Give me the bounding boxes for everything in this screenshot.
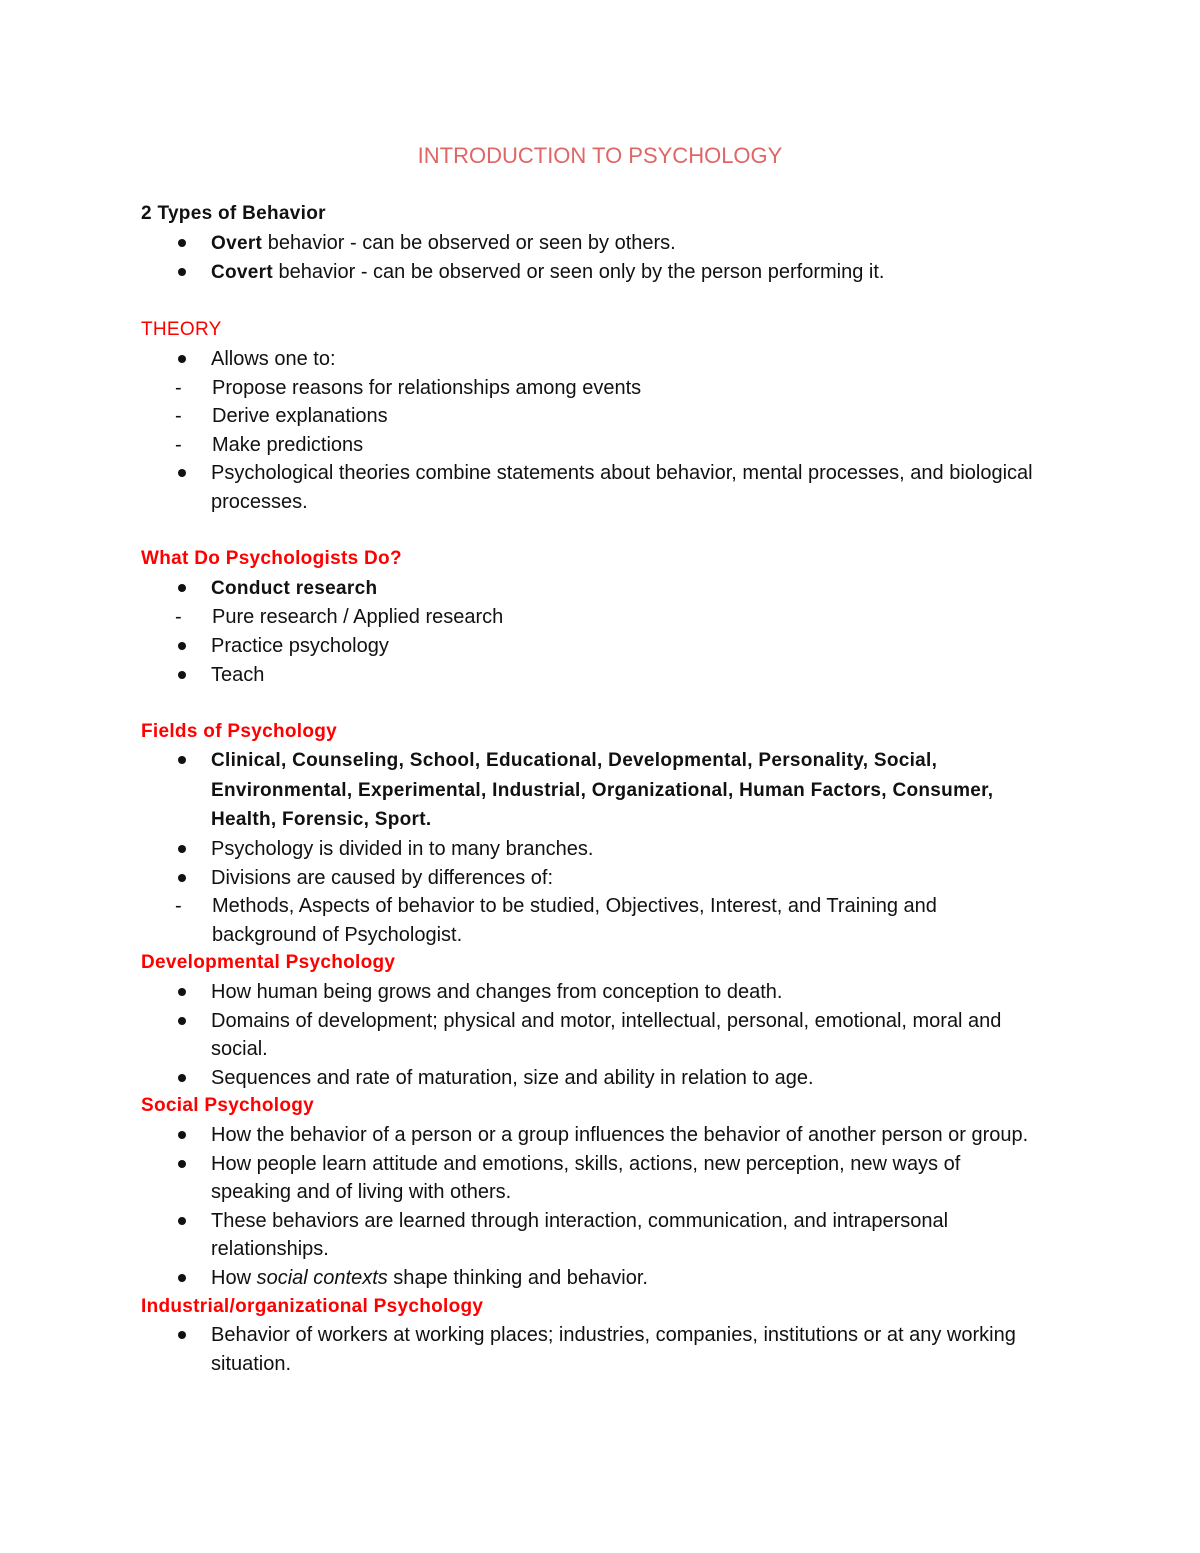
bullet-icon	[178, 584, 186, 592]
item-text: Psychology is divided in to many branches.	[211, 838, 594, 861]
bullet-icon	[178, 756, 186, 764]
what-do-list	[141, 574, 1041, 689]
sub-item: - Propose reasons for relationships among events	[141, 374, 1041, 403]
industrial-heading: Industrial/organizational Psychology	[141, 1295, 484, 1317]
bullet-icon	[178, 1331, 186, 1339]
list-item	[141, 1207, 1041, 1264]
list-item	[141, 864, 1041, 950]
bullet-icon	[178, 988, 186, 996]
item-text: Clinical, Counseling, School, Educational, Developmental, Personality, Social, Environmental, Experimental, Industrial, Organizational, Human Factors, Consumer, Health, Forensic, Sport.	[211, 750, 994, 831]
list-item	[141, 1121, 1041, 1150]
behavior-heading: 2 Types of Behavior	[141, 203, 326, 224]
bullet-icon	[178, 1131, 186, 1139]
item-text: Conduct research	[211, 577, 378, 599]
fields-sublist	[141, 892, 1041, 949]
behavior-list	[141, 229, 1041, 288]
bullet-icon	[178, 268, 186, 276]
definition: behavior - can be observed or seen by others.	[262, 231, 676, 254]
developmental-list	[141, 978, 1041, 1092]
sub-item: - Derive explanations	[141, 402, 1041, 431]
list-item	[141, 1007, 1041, 1064]
bullet-icon	[178, 469, 186, 477]
bullet-icon	[178, 874, 186, 882]
list-item	[141, 1150, 1041, 1207]
definition: behavior - can be observed or seen only by the person performing it.	[272, 261, 885, 284]
theory-list	[141, 345, 1041, 517]
item-text: Practice psychology	[211, 634, 389, 657]
bullet-icon	[178, 671, 186, 679]
bullet-icon	[178, 1074, 186, 1082]
bullet-icon	[178, 1217, 186, 1225]
dash-icon: -	[175, 433, 182, 456]
bullet-icon	[178, 845, 186, 853]
item-text: How people learn attitude and emotions, skills, actions, new perception, new ways of speaking and of living with others.	[211, 1152, 961, 1204]
item-text: How human being grows and changes from conception to death.	[211, 981, 783, 1004]
list-item	[141, 1321, 1041, 1378]
social-list	[141, 1121, 1041, 1293]
item-text: Behavior of workers at working places; industries, companies, institutions or at any working situation.	[211, 1324, 1016, 1375]
list-item	[141, 1064, 1041, 1093]
document-title: INTRODUCTION TO PSYCHOLOGY	[417, 143, 783, 168]
list-item	[141, 835, 1041, 864]
item-text: Divisions are caused by differences of:	[211, 866, 554, 889]
what-do-heading: What Do Psychologists Do?	[141, 548, 402, 570]
sub-item: - Pure research / Applied research	[141, 603, 1041, 632]
term: Overt	[211, 232, 263, 254]
sub-item: - Make predictions	[141, 431, 1041, 460]
theory-sublist	[141, 374, 1041, 460]
list-item: How social contexts shape thinking and behavior.	[141, 1264, 1041, 1293]
dash-icon: -	[175, 405, 182, 428]
sub-item: - Methods, Aspects of behavior to be studied, Objectives, Interest, and Training and background of Psychologist.	[141, 892, 1041, 949]
list-item	[141, 632, 1041, 661]
term: Covert	[211, 262, 273, 284]
item-text: These behaviors are learned through interaction, communication, and intrapersonal relationships.	[211, 1209, 949, 1261]
bullet-icon	[178, 642, 186, 650]
industrial-list	[141, 1321, 1041, 1378]
bullet-icon	[178, 239, 186, 247]
dash-icon: -	[175, 895, 182, 918]
list-item	[141, 574, 1041, 632]
fields-heading: Fields of Psychology	[141, 720, 338, 742]
list-item	[141, 459, 1041, 516]
list-item	[141, 345, 1041, 459]
list-item	[141, 746, 1041, 835]
what-do-sublist	[141, 603, 1041, 632]
bullet-icon	[178, 1017, 186, 1025]
bullet-icon	[178, 1274, 186, 1282]
list-item	[141, 258, 1041, 288]
social-heading: Social Psychology	[141, 1095, 314, 1117]
item-text: Teach	[211, 663, 265, 686]
fields-list	[141, 746, 1041, 949]
bullet-icon	[178, 355, 186, 363]
list-item	[141, 661, 1041, 690]
document-body	[141, 200, 1041, 1378]
developmental-heading: Developmental Psychology	[141, 952, 396, 974]
item-text: Allows one to:	[211, 347, 336, 370]
list-item	[141, 229, 1041, 259]
item-text: Domains of development; physical and motor, intellectual, personal, emotional, moral and social.	[211, 1009, 1002, 1061]
list-item	[141, 978, 1041, 1007]
bullet-icon	[178, 1160, 186, 1168]
item-text: Psychological theories combine statements about behavior, mental processes, and biological processes.	[211, 462, 1033, 513]
theory-heading: THEORY	[141, 319, 222, 341]
dash-icon: -	[175, 606, 182, 629]
italic-term: social contexts	[256, 1266, 388, 1289]
item-text: How the behavior of a person or a group influences the behavior of another person or group.	[211, 1124, 1029, 1146]
dash-icon: -	[175, 376, 182, 399]
item-text: Sequences and rate of maturation, size and ability in relation to age.	[211, 1066, 814, 1089]
